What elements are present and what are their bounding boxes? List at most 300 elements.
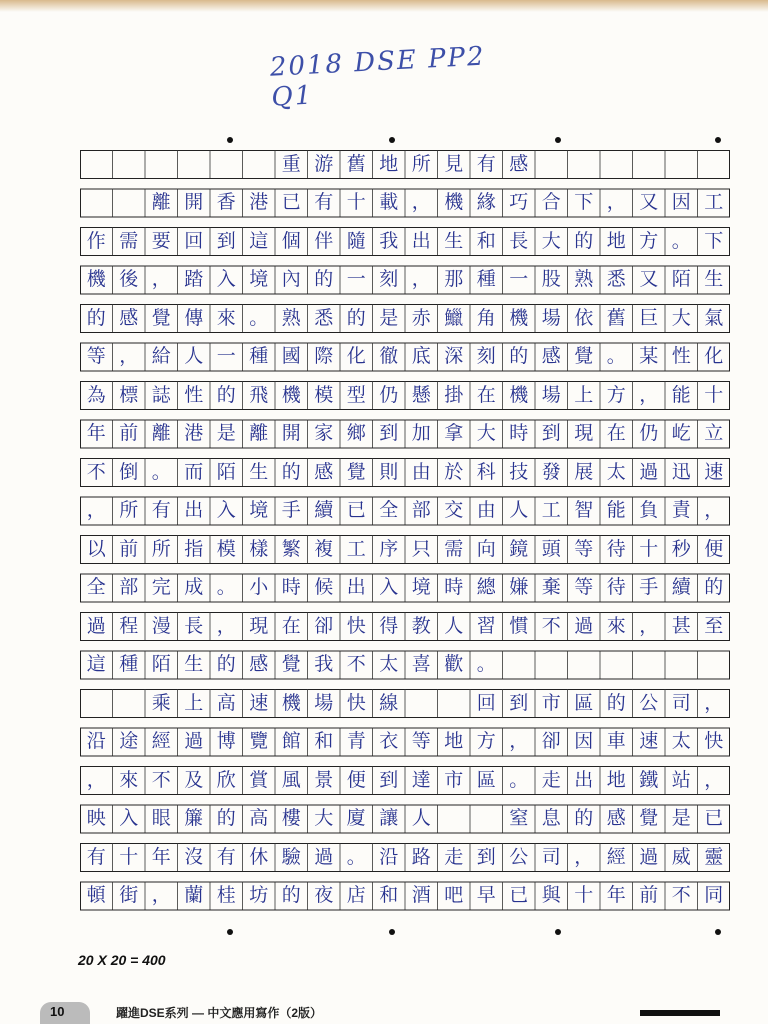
grid-cell: 股 <box>541 268 561 290</box>
grid-cell: 那 <box>444 268 464 290</box>
grid-cell: ， <box>509 730 529 752</box>
grid-cell: 早 <box>476 884 496 906</box>
grid-cell: 見 <box>444 152 464 175</box>
grid-cell: 區 <box>476 768 496 791</box>
grid-cell: 我 <box>379 229 399 252</box>
grid-cell: 過 <box>639 845 659 868</box>
grid-cell <box>600 150 633 178</box>
grid-marker-dot <box>555 137 561 143</box>
grid-cell: 經 <box>151 730 171 752</box>
grid-row <box>80 266 730 294</box>
grid-cell: 讓 <box>379 807 399 829</box>
grid-cell: 全 <box>379 499 399 521</box>
grid-cell: 出 <box>411 229 431 252</box>
grid-cell: 全 <box>86 576 106 598</box>
grid-cell: 速 <box>639 730 659 752</box>
grid-cell: 總 <box>476 576 496 598</box>
title-row <box>80 150 730 178</box>
grid-cell: 喜 <box>411 653 431 675</box>
grid-cell: 在 <box>281 614 301 637</box>
grid-cell: 感 <box>249 653 269 675</box>
footer-bar <box>640 1010 720 1016</box>
grid-cell: 車 <box>606 730 626 752</box>
grid-cell: 生 <box>184 653 204 675</box>
grid-cell: 上 <box>574 383 594 406</box>
grid-cell: 一 <box>216 345 236 367</box>
grid-cell: ， <box>411 191 431 213</box>
grid-cell: 生 <box>444 229 464 252</box>
grid-cell: 能 <box>671 383 691 406</box>
grid-cell <box>438 689 471 717</box>
grid-cell: 地 <box>606 229 626 252</box>
grid-cell: 開 <box>281 422 301 444</box>
grid-cell <box>243 150 276 178</box>
grid-cell: 景 <box>314 768 334 791</box>
footer-series-text: 躍進DSE系列 — 中文應用寫作（2版） <box>116 1006 323 1020</box>
grid-cell: 屹 <box>671 422 691 444</box>
grid-cell: 吧 <box>444 884 464 906</box>
grid-cell: 的 <box>281 460 301 483</box>
grid-cell: 化 <box>704 345 724 367</box>
grid-cell: 際 <box>314 345 334 367</box>
grid-cell: 和 <box>476 229 496 252</box>
grid-cell: 來 <box>216 306 236 329</box>
grid-cell: 境 <box>249 268 269 290</box>
grid-cell: 入 <box>216 499 236 521</box>
grid-cell: ， <box>151 268 171 290</box>
grid-row <box>80 343 730 371</box>
grid-cell: 則 <box>379 460 399 483</box>
grid-cell: 頭 <box>541 537 561 560</box>
grid-cell <box>665 150 698 178</box>
grid-marker-dot <box>555 929 561 935</box>
grid-cell: 刻 <box>379 268 399 290</box>
grid-cell: 仍 <box>639 422 659 444</box>
grid-cell: 便 <box>704 537 724 560</box>
grid-cell: 指 <box>184 537 204 560</box>
grid-cell: 的 <box>704 576 724 598</box>
grid-row <box>80 882 730 910</box>
grid-cell: 機 <box>444 191 464 213</box>
grid-cell: 途 <box>119 730 139 752</box>
grid-row <box>80 189 730 217</box>
grid-cell: 的 <box>281 884 301 906</box>
grid-cell: 已 <box>704 807 724 829</box>
grid-cell: 深 <box>444 345 464 367</box>
grid-cell: 快 <box>704 730 724 752</box>
grid-cell: 窒 <box>509 807 529 829</box>
grid-cell <box>535 150 568 178</box>
grid-cell <box>80 689 113 717</box>
grid-cell: 立 <box>704 422 724 444</box>
grid-cell: 博 <box>216 730 236 752</box>
grid-cell: ， <box>704 691 724 714</box>
grid-cell: 手 <box>639 576 659 598</box>
grid-cell: 待 <box>606 537 626 560</box>
grid-cell: 與 <box>541 884 561 906</box>
grid-cell: 出 <box>184 499 204 521</box>
grid-cell: 驗 <box>281 845 301 868</box>
grid-cell <box>145 150 178 178</box>
grid-cell: 型 <box>346 383 366 406</box>
grid-cell: 所 <box>411 152 431 175</box>
grid-cell: 氣 <box>704 306 724 329</box>
grid-cell: 有 <box>86 845 106 868</box>
grid-cell: 科 <box>476 460 496 483</box>
grid-cell: 人 <box>184 345 204 367</box>
grid-cell: 時 <box>509 422 529 444</box>
grid-row <box>80 420 730 448</box>
grid-cell: 嫌 <box>509 576 529 598</box>
grid-cell: 負 <box>639 499 659 521</box>
grid-cell: ， <box>704 499 724 521</box>
grid-marker-dot <box>389 929 395 935</box>
grid-cell: 游 <box>314 152 334 175</box>
grid-cell: ， <box>411 268 431 290</box>
grid-cell: 地 <box>379 152 399 175</box>
grid-cell: ， <box>639 614 659 637</box>
grid-cell: 陌 <box>151 653 171 675</box>
grid-cell: 覽 <box>249 730 269 752</box>
grid-cell: 候 <box>314 576 334 598</box>
grid-cell: 沿 <box>86 730 106 752</box>
grid-cell: 感 <box>509 152 529 175</box>
grid-cell: 有 <box>476 152 496 175</box>
grid-cell: ， <box>606 191 626 213</box>
grid-cell: 的 <box>509 345 529 367</box>
grid-cell: 複 <box>314 537 334 560</box>
grid-cell: 方 <box>606 383 626 406</box>
grid-cell: 現 <box>249 614 269 637</box>
grid-cell: 下 <box>574 191 594 213</box>
grid-cell: 手 <box>281 499 301 521</box>
grid-cell: 因 <box>671 191 691 213</box>
grid-cell: 不 <box>151 768 171 791</box>
grid-cell <box>113 189 146 217</box>
grid-cell: 合 <box>541 191 561 213</box>
grid-cell: 經 <box>606 845 626 868</box>
grid-cell: 這 <box>249 229 269 252</box>
grid-cell: 只 <box>411 537 431 560</box>
grid-cell: 部 <box>411 499 431 521</box>
grid-cell: 高 <box>249 807 269 829</box>
grid-cell: 需 <box>119 229 139 252</box>
grid-cell: 所 <box>119 499 139 521</box>
grid-cell: 前 <box>639 884 659 906</box>
grid-cell: 作 <box>86 229 106 252</box>
grid-cell <box>535 651 568 679</box>
grid-cell: 走 <box>541 768 561 791</box>
grid-cell: 威 <box>671 845 691 868</box>
grid-cell: 不 <box>86 460 106 483</box>
grid-cell: 離 <box>249 422 269 444</box>
grid-cell: 入 <box>216 268 236 290</box>
grid-cell: 現 <box>574 422 594 444</box>
grid-cell: 卻 <box>541 730 561 752</box>
grid-row <box>80 766 730 794</box>
grid-cell: 及 <box>184 768 204 791</box>
grid-cell: 靈 <box>704 845 724 868</box>
grid-cell: 十 <box>574 884 594 906</box>
grid-cell: 香 <box>216 191 236 213</box>
grid-cell: 十 <box>119 845 139 868</box>
grid-row <box>80 612 730 640</box>
grid-cell: 需 <box>444 537 464 560</box>
grid-cell: ， <box>704 768 724 791</box>
grid-cell: 一 <box>346 268 366 290</box>
grid-cell: 時 <box>281 576 301 598</box>
grid-cell <box>80 189 113 217</box>
grid-cell: 種 <box>249 345 269 367</box>
grid-cell: 乘 <box>151 691 171 714</box>
grid-cell: 方 <box>639 229 659 252</box>
grid-cell: 續 <box>314 499 334 521</box>
grid-cell: 機 <box>509 383 529 406</box>
grid-cell <box>113 689 146 717</box>
grid-cell: 樓 <box>281 807 301 829</box>
grid-cell: 載 <box>379 191 399 213</box>
grid-cell: 鄉 <box>346 422 366 444</box>
grid-cell: 市 <box>444 768 464 791</box>
grid-cell: 速 <box>704 460 724 483</box>
grid-cell <box>470 805 503 833</box>
grid-marker-dot <box>389 137 395 143</box>
grid-cell: 教 <box>411 614 431 637</box>
grid-cell: 由 <box>476 499 496 521</box>
grid-cell: 賞 <box>249 768 269 791</box>
grid-cell: 大 <box>541 229 561 252</box>
grid-cell <box>80 150 113 178</box>
grid-row <box>80 805 730 833</box>
grid-cell: 到 <box>379 768 399 791</box>
grid-cell: 便 <box>346 768 366 791</box>
grid-cell: 能 <box>606 499 626 521</box>
grid-cell: 得 <box>379 614 399 637</box>
grid-cell: 責 <box>671 499 691 521</box>
grid-cell: 拿 <box>444 422 464 444</box>
grid-cell: 快 <box>346 614 366 637</box>
grid-cell: 的 <box>86 306 106 329</box>
grid-cell: ， <box>639 383 659 406</box>
grid-cell: 境 <box>249 499 269 521</box>
grid-cell: 店 <box>346 884 366 906</box>
grid-cell: 樣 <box>249 537 269 560</box>
grid-cell: 刻 <box>476 345 496 367</box>
grid-cell: 的 <box>314 268 334 290</box>
grid-row <box>80 728 730 756</box>
grid-cell: 太 <box>379 653 399 675</box>
grid-cell: 境 <box>411 576 431 598</box>
grid-cell: 序 <box>379 537 399 560</box>
grid-cell: 坊 <box>249 884 269 906</box>
grid-cell: 機 <box>509 306 529 329</box>
grid-cell: 甚 <box>671 614 691 637</box>
grid-cell: 工 <box>704 191 724 213</box>
grid-cell: 繁 <box>281 537 301 560</box>
grid-cell <box>405 689 438 717</box>
grid-cell: 到 <box>379 422 399 444</box>
grid-cell: 由 <box>411 460 431 483</box>
grid-cell: 隨 <box>346 229 366 252</box>
grid-cell <box>438 805 471 833</box>
grid-cell: 是 <box>671 807 691 829</box>
grid-cell: 習 <box>476 614 496 637</box>
grid-cell: 機 <box>281 383 301 406</box>
grid-cell: 人 <box>411 807 431 829</box>
grid-capacity-label: 20 X 20 = 400 <box>78 952 166 968</box>
grid-cell: 到 <box>216 229 236 252</box>
grid-cell: 的 <box>346 306 366 329</box>
grid-cell: 秒 <box>671 537 691 560</box>
grid-cell: 司 <box>671 691 691 714</box>
grid-row <box>80 574 730 602</box>
grid-cell: 技 <box>509 460 529 483</box>
grid-cell: 站 <box>671 768 691 791</box>
grid-cell: 工 <box>541 499 561 521</box>
page-number: 10 <box>50 1004 65 1019</box>
grid-cell: 司 <box>541 845 561 868</box>
grid-cell: 工 <box>346 537 366 560</box>
grid-cell: 熟 <box>574 268 594 290</box>
grid-cell: 休 <box>249 845 269 868</box>
grid-cell: 飛 <box>249 383 269 406</box>
grid-cell: 內 <box>281 268 301 290</box>
grid-cell: 地 <box>444 730 464 752</box>
grid-cell: 某 <box>639 345 659 367</box>
grid-cell: 街 <box>119 884 139 906</box>
grid-cell: 等 <box>86 345 106 367</box>
grid-row <box>80 651 730 679</box>
grid-cell: 慣 <box>509 614 529 637</box>
grid-cell: 映 <box>86 807 106 829</box>
grid-cell: 同 <box>704 884 724 906</box>
grid-cell <box>600 651 633 679</box>
grid-cell: 我 <box>314 653 334 675</box>
grid-cell: ， <box>216 614 236 637</box>
grid-cell: 種 <box>119 653 139 675</box>
grid-cell: 公 <box>509 845 529 868</box>
grid-cell: 沒 <box>184 845 204 868</box>
grid-row <box>80 458 730 486</box>
grid-cell: 有 <box>216 845 236 868</box>
grid-cell: 陌 <box>216 460 236 483</box>
grid-cell: 感 <box>314 460 334 483</box>
grid-cell: 市 <box>541 691 561 714</box>
grid-cell: 區 <box>574 691 594 714</box>
grid-cell: 過 <box>639 460 659 483</box>
grid-cell: 仍 <box>379 383 399 406</box>
grid-cell: 風 <box>281 768 301 791</box>
grid-cell: 長 <box>184 614 204 637</box>
grid-cell: 人 <box>444 614 464 637</box>
grid-cell: 已 <box>281 191 301 213</box>
grid-cell: 歡 <box>444 653 464 675</box>
grid-cell: 青 <box>346 730 366 752</box>
grid-cell: 成 <box>184 576 204 598</box>
grid-cell <box>503 651 536 679</box>
grid-cell: 卻 <box>314 614 334 637</box>
grid-cell: 緣 <box>476 191 496 213</box>
grid-cell: 不 <box>541 614 561 637</box>
grid-cell: 十 <box>639 537 659 560</box>
grid-cell: 巨 <box>639 306 659 329</box>
grid-cell: 。 <box>346 845 366 868</box>
grid-cell <box>665 651 698 679</box>
grid-cell: 鱲 <box>444 306 464 329</box>
grid-cell: 生 <box>249 460 269 483</box>
grid-cell: 重 <box>281 152 301 175</box>
grid-cell: 鐵 <box>639 768 659 791</box>
grid-cell <box>568 651 601 679</box>
grid-marker-dot <box>227 137 233 143</box>
grid-cell: 的 <box>574 807 594 829</box>
grid-cell: 的 <box>216 653 236 675</box>
grid-cell: 路 <box>411 845 431 868</box>
grid-cell: 已 <box>346 499 366 521</box>
grid-cell: 廈 <box>346 807 366 829</box>
grid-cell: 機 <box>281 691 301 714</box>
grid-cell: 又 <box>639 191 659 213</box>
grid-cell: 地 <box>606 768 626 791</box>
grid-cell: 快 <box>346 691 366 714</box>
grid-cell: 懸 <box>411 383 431 406</box>
grid-cell: 欣 <box>216 768 236 791</box>
grid-cell: 智 <box>574 499 594 521</box>
grid-cell: 完 <box>151 576 171 598</box>
grid-cell: 底 <box>411 345 431 367</box>
grid-cell: 家 <box>314 422 334 444</box>
grid-cell: 覺 <box>639 807 659 829</box>
grid-cell: 模 <box>216 537 236 560</box>
grid-cell: 悉 <box>606 268 626 290</box>
grid-cell: 衣 <box>379 730 399 752</box>
grid-cell: 悉 <box>314 306 334 329</box>
grid-cell: 人 <box>509 499 529 521</box>
grid-cell: 交 <box>444 499 464 521</box>
grid-row <box>80 227 730 255</box>
grid-cell: 於 <box>444 460 464 483</box>
grid-cell: 一 <box>509 268 529 290</box>
grid-cell: 蘭 <box>184 884 204 906</box>
grid-cell: 不 <box>346 653 366 675</box>
grid-marker-dot <box>715 929 721 935</box>
grid-cell: 過 <box>314 845 334 868</box>
grid-cell: 離 <box>151 422 171 444</box>
grid-cell: 來 <box>119 768 139 791</box>
grid-marker-dot <box>227 929 233 935</box>
grid-cell: 來 <box>606 614 626 637</box>
grid-cell: 高 <box>216 691 236 714</box>
grid-cell <box>698 150 731 178</box>
grid-cell <box>633 651 666 679</box>
grid-cell: 館 <box>281 730 301 752</box>
grid-marker-dot <box>715 137 721 143</box>
grid-cell: 年 <box>151 845 171 868</box>
grid-cell: 。 <box>509 768 529 791</box>
grid-cell: 。 <box>216 576 236 598</box>
grid-cell: 覺 <box>346 460 366 483</box>
grid-cell: 。 <box>151 460 171 483</box>
grid-cell: 陌 <box>671 268 691 290</box>
grid-cell: 時 <box>444 576 464 598</box>
grid-cell: 到 <box>541 422 561 444</box>
grid-cell: 傳 <box>184 306 204 329</box>
grid-cell: 到 <box>509 691 529 714</box>
grid-cell: 。 <box>606 345 626 367</box>
grid-cell: 簾 <box>184 807 204 829</box>
grid-cell: 掛 <box>444 383 464 406</box>
grid-cell: 的 <box>216 807 236 829</box>
